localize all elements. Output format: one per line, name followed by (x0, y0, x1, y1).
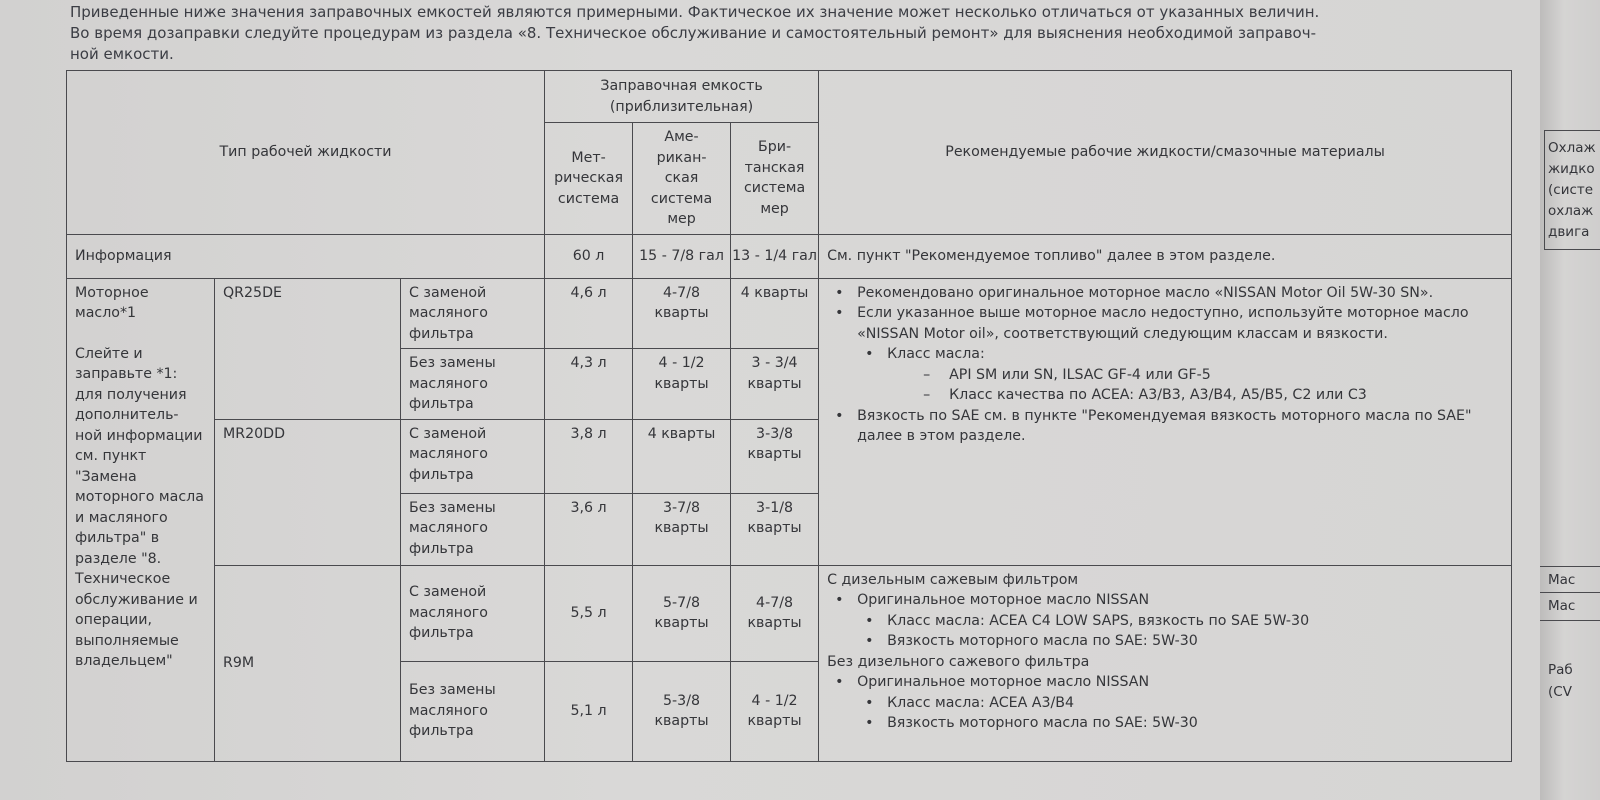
british-cell: 4 кварты (731, 278, 819, 349)
condition-cell: С заменой масляного фильтра (401, 278, 545, 349)
british-cell: 4 - 1/2 кварты (731, 661, 819, 761)
british-cell: 3-1/8 кварты (731, 493, 819, 565)
rec-petrol-oil-class (857, 344, 1503, 406)
metric-cell: 5,5 л (545, 565, 633, 661)
intro-line-3: ной емкости. (70, 45, 174, 63)
engine-oil-cell (67, 278, 215, 761)
rec-diesel-no-dpf-oil-text: Оригинальное моторное масло NISSAN (857, 674, 1150, 690)
info-recommended: См. пункт "Рекомендуемое топливо" далее в этом разделе. (819, 234, 1512, 278)
condition-cell: Без замены масляного фильтра (401, 661, 545, 761)
rec-petrol-bullet-2 (827, 303, 1503, 406)
american-cell: 3-7/8 кварты (633, 493, 731, 565)
condition-cell: Без замены масляного фильтра (401, 493, 545, 565)
engine-oil-label: Моторное масло*1 (75, 284, 149, 321)
intro-line-1: Приведенные ниже значения заправочных емкостей являются примерными. Фактическое их значение может несколько отличаться от указанных величин. (70, 3, 1320, 21)
american-cell: 5-3/8 кварты (633, 661, 731, 761)
condition-cell: С заменой масляного фильтра (401, 565, 545, 661)
adjacent-text: охлаж (1548, 203, 1594, 219)
header-british: Бри- танская система мер (731, 123, 819, 235)
header-recommended: Рекомендуемые рабочие жидкости/смазочные материалы (819, 71, 1512, 235)
recommended-diesel-oils (819, 565, 1512, 761)
american-cell: 4 - 1/2 кварты (633, 349, 731, 420)
engine-name-mr20dd: MR20DD (215, 419, 401, 565)
info-american: 15 - 7/8 гал (633, 234, 731, 278)
header-capacity-group: Заправочная емкость (приблизительная) (545, 71, 819, 123)
rec-diesel-no-dpf-class: • Класс масла: ACEA A3/B4 (857, 693, 1503, 714)
capacity-table (66, 70, 1512, 762)
rec-diesel-with-dpf-oil (827, 590, 1503, 652)
american-cell: 5-7/8 кварты (633, 565, 731, 661)
condition-cell: Без замены масляного фильтра (401, 349, 545, 420)
metric-cell: 5,1 л (545, 661, 633, 761)
info-british: 13 - 1/4 гал (731, 234, 819, 278)
adjacent-text: двига (1548, 224, 1590, 240)
info-metric: 60 л (545, 234, 633, 278)
header-american: Аме- рикан- ская система мер (633, 123, 731, 235)
engine-oil-note: Слейте и заправьте *1: для получения дополнитель- ной информации см. пункт "Замена моторного масла и масляного фильтра" в разделе "8. Техническое обслуживание и операции, выполняемые владельцем" (75, 345, 204, 669)
info-row-label: Информация (67, 234, 545, 278)
rec-petrol-bullet-2-text: Если указанное выше моторное масло недоступно, используйте моторное масло «NISSAN Motor oil», соответствующий следующим классам и вязкости. (857, 305, 1469, 342)
british-cell: 3-3/8 кварты (731, 419, 819, 493)
adjacent-text: Раб (1548, 662, 1573, 678)
adjacent-rule (1540, 566, 1600, 567)
adjacent-text: Мас (1548, 598, 1576, 614)
rec-petrol-api-class: – API SM или SN, ILSAC GF-4 или GF-5 (887, 365, 1503, 386)
american-cell: 4 кварты (633, 419, 731, 493)
adjacent-text: (систе (1548, 182, 1594, 198)
metric-cell: 3,8 л (545, 419, 633, 493)
header-fluid-type: Тип рабочей жидкости (67, 71, 545, 235)
rec-diesel-with-dpf-class: • Класс масла: ACEA C4 LOW SAPS, вязкость по SAE 5W-30 (857, 611, 1503, 632)
rec-diesel-no-dpf-viscosity: • Вязкость моторного масла по SAE: 5W-30 (857, 713, 1503, 734)
adjacent-text: жидко (1548, 161, 1595, 177)
adjacent-text: (CV (1548, 684, 1572, 700)
intro-line-2: Во время дозаправки следуйте процедурам из раздела «8. Техническое обслуживание и самостоятельный ремонт» для выяснения необходимой заправоч- (70, 24, 1316, 42)
header-metric: Мет- рическая система (545, 123, 633, 235)
rec-diesel-with-dpf-viscosity: • Вязкость моторного масла по SAE: 5W-30 (857, 631, 1503, 652)
american-cell: 4-7/8 кварты (633, 278, 731, 349)
rec-petrol-bullet-3: • Вязкость по SAE см. в пункте "Рекомендуемая вязкость моторного масла по SAE" далее в этом разделе. (827, 406, 1503, 447)
metric-cell: 4,3 л (545, 349, 633, 420)
adjacent-rule (1540, 592, 1600, 593)
condition-cell: С заменой масляного фильтра (401, 419, 545, 493)
british-cell: 3 - 3/4 кварты (731, 349, 819, 420)
engine-name-r9m: R9M (215, 565, 401, 761)
rec-diesel-no-dpf-oil (827, 672, 1503, 734)
adjacent-text: Мас (1548, 572, 1576, 588)
rec-diesel-with-dpf-oil-text: Оригинальное моторное масло NISSAN (857, 592, 1150, 608)
adjacent-text: Охлаж (1548, 140, 1596, 156)
metric-cell: 4,6 л (545, 278, 633, 349)
engine-name-qr25de: QR25DE (215, 278, 401, 419)
adjacent-rule (1540, 620, 1600, 621)
rec-petrol-oil-class-text: Класс масла: (887, 346, 985, 362)
british-cell: 4-7/8 кварты (731, 565, 819, 661)
rec-petrol-bullet-1: • Рекомендовано оригинальное моторное масло «NISSAN Motor Oil 5W-30 SN». (827, 283, 1503, 304)
intro-paragraph (70, 2, 1520, 65)
rec-diesel-with-dpf: С дизельным сажевым фильтром (827, 571, 1079, 588)
rec-petrol-acea-class: – Класс качества по ACEA: A3/B3, A3/B4, A5/B5, C2 или C3 (887, 385, 1503, 406)
recommended-petrol-oils (819, 278, 1512, 565)
metric-cell: 3,6 л (545, 493, 633, 565)
adjacent-page-edge (1540, 0, 1600, 800)
rec-diesel-no-dpf: Без дизельного сажевого фильтра (827, 653, 1090, 670)
